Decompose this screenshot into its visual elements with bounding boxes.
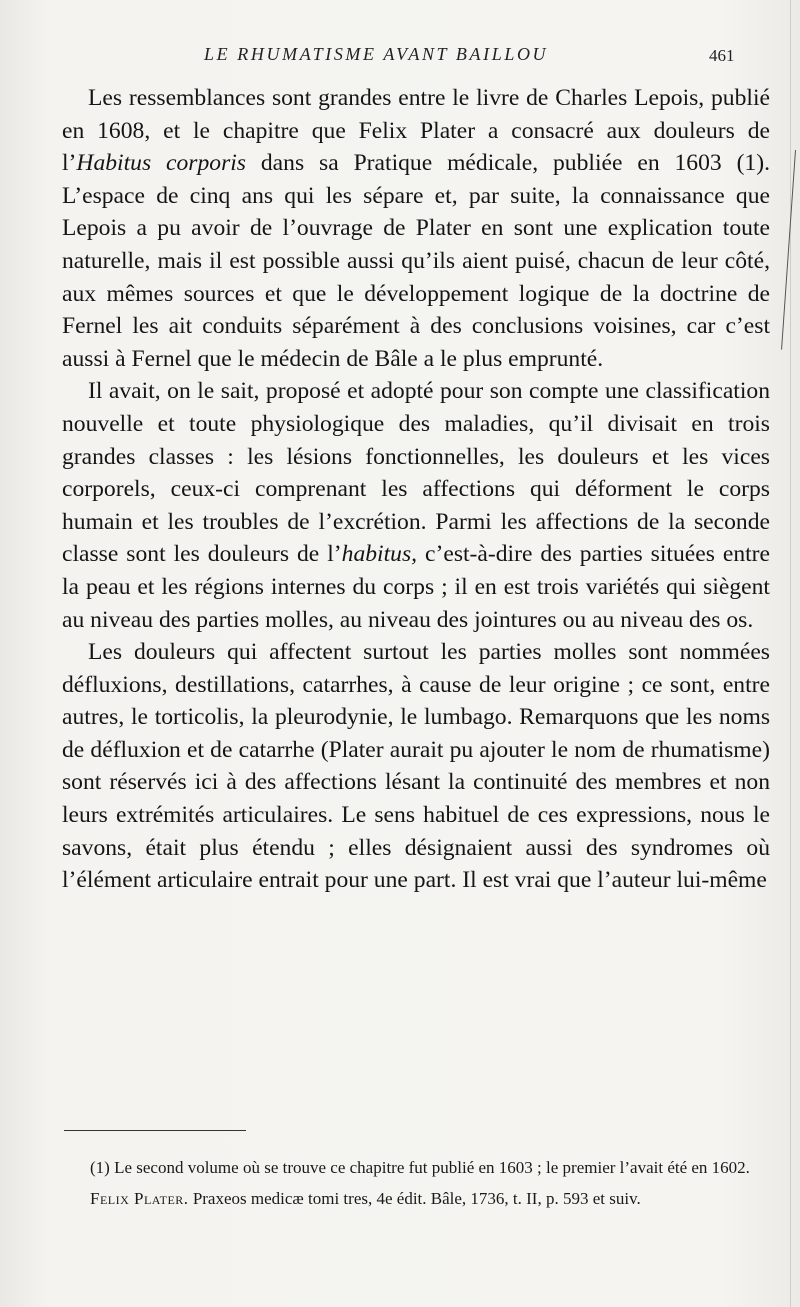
footnote: (1) Le second volume où se trouve ce chapitre fut publié en 1603 ; le premier l’avait été en 1602. [90, 1158, 750, 1177]
page-number: 461 [709, 46, 735, 65]
paragraph-text: Les ressemblances sont grandes entre le livre de Charles Lepois, publié en 1608, et le chapitre que Felix Plater a consacré aux douleurs de l’ [62, 85, 770, 177]
paragraph [62, 636, 770, 897]
paragraph-text: Les douleurs qui affectent surtout les parties molles sont nommées défluxions, destillations, catarrhes, à cause de leur origine ; ce sont, entre autres, le torticolis, la pleurodynie, le lumbago. Remarquons que les noms de défluxion et de catarrhe (Plater aurait pu ajouter le nom de rhumatisme) sont réservés ici à des affections lésant la continuité des membres et non leurs extrémités articulaires. Le sens habituel de ces expressions, nous le savons, était plus étendu ; elles désignaient aussi des syndromes où l’élément articulaire entrait pour une part. Il est vrai que l’auteur lui-même [62, 639, 770, 894]
paragraph-text: Il avait, on le sait, proposé et adopté pour son compte une classification nouvelle et toute physiologique des maladies, qu’il divisait en trois grandes classes : les lésions fonctionnelles, les douleurs et les vices corporels, ceux-ci comprenant les affections qui déforment le corps humain et les troubles de l’excrétion. Parmi les affections de la seconde classe sont les douleurs de l’ [62, 378, 770, 568]
margin-pencil-mark [781, 150, 796, 350]
italic-term: Habitus corporis [76, 150, 246, 177]
footnotes [64, 1154, 770, 1212]
main-text [62, 82, 770, 897]
footnote-author: Felix Plater. [90, 1189, 189, 1208]
paragraph [62, 82, 770, 375]
paragraph [62, 375, 770, 636]
paragraph-text: c’est-à-dire des parties situées entre la peau et les régions internes du corps ; il en est trois variétés qui siègent au niveau des parties molles, au niveau des jointures ou au niveau des os. [62, 541, 770, 633]
footnote [64, 1185, 770, 1212]
italic-term: habitus, [341, 541, 418, 568]
running-head: LE RHUMATISME AVANT BAILLOU [204, 44, 549, 64]
footnote-divider [64, 1130, 246, 1131]
footnote-text: Praxeos medicæ tomi tres, 4e édit. Bâle, 1736, t. II, p. 593 et suiv. [188, 1189, 641, 1208]
paragraph-text: dans sa Pratique médicale, publiée en 1603 (1). L’espace de cinq ans qui les sépare et, par suite, la connaissance que Lepois a pu avoir de l’ouvrage de Plater en sont une explication toute naturelle, mais il est possible aussi qu’ils aient puisé, chacun de leur côté, aux mêmes sources et que le développement logique de la doctrine de Fernel les ait conduits séparément à des conclusions voisines, car c’est aussi à Fernel que le médecin de Bâle a le plus emprunté. [62, 150, 770, 372]
